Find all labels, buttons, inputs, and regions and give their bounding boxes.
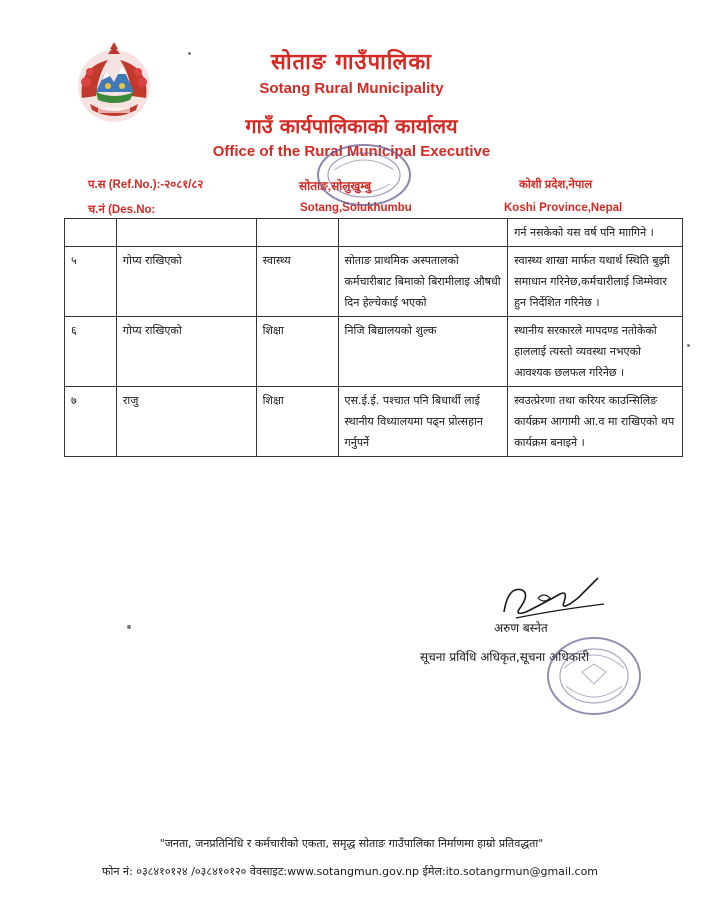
- table-row: [65, 219, 683, 247]
- sector-cell: शिक्षा: [256, 387, 338, 457]
- complainant-name-cell: [116, 219, 256, 247]
- reference-number: प.स (Ref.No.):-२०८१/८२: [88, 179, 204, 191]
- scan-speck: [188, 52, 191, 55]
- sector-cell: स्वास्थ्य: [256, 247, 338, 317]
- office-name-english: Office of the Rural Municipal Executive: [212, 143, 491, 160]
- footer-motto: "जनता, जनप्रतिनिधि र कर्मचारीको एकता, समृद्ध सोताङ गाउँपालिका निर्माणमा हाम्रो प्रतिवद्धता": [159, 837, 544, 850]
- complaint-cell: एस.ई.ई. पश्चात पनि बिधार्थी लाई स्थानीय विध्यालयमा पढ्न प्रोत्सहान गर्नुपर्ने: [338, 387, 508, 457]
- serial-number-cell: [65, 219, 117, 247]
- signatory-name: अरुण बस्नेत: [494, 621, 548, 635]
- serial-number-cell: ७: [65, 387, 117, 457]
- province-english: Koshi Province,Nepal: [504, 202, 623, 214]
- table-row: [65, 387, 683, 457]
- complainant-name-cell: राजु: [116, 387, 256, 457]
- response-cell: गर्न नसकेको यस वर्ष पनि माागिने ।: [508, 219, 683, 247]
- response-cell: स्वास्थ्य शाखा मार्फत यथार्थ स्थिति बुझी समाधान गरिनेछ,कर्मचारीलाई जिम्मेवार हुन निर्देशित गरिनेछ ।: [508, 247, 683, 317]
- municipality-name-nepali: सोताङ गाउँपालिका: [270, 50, 433, 75]
- province-nepali: कोशी प्रदेश,नेपाल: [519, 179, 593, 191]
- table-row: [65, 317, 683, 387]
- location-english: Sotang,Solukhumbu: [300, 202, 412, 214]
- response-cell: स्वउत्प्रेरणा तथा करियर काउन्सिलिङ कार्यक्रम आगामी आ.व मा राखिएको थप कार्यक्रम बनाइने ।: [508, 387, 683, 457]
- office-stamp-icon: [310, 140, 418, 210]
- complaint-cell: [338, 219, 508, 247]
- signatory-title: सूचना प्रविधि अधिकृत,सूचना अधिकारी: [420, 650, 590, 664]
- response-cell: स्थानीय सरकारले मापदण्ड नतोकेको हाललाई त्यस्तो व्यवस्था नभएको आवश्यक छलफल गरिनेछ ।: [508, 317, 683, 387]
- dispatch-number: च.नं (Des.No:: [88, 204, 156, 216]
- serial-number-cell: ५: [65, 247, 117, 317]
- municipality-stamp-icon: [538, 628, 648, 720]
- scan-speck: [687, 344, 690, 347]
- complainant-name-cell: गोप्य राखिएको: [116, 247, 256, 317]
- scan-speck: [127, 625, 131, 629]
- footer-contact-info: फोन नं: ०३८४१०१२४ /०३८४१०१२० वेवसाइट:www.sotangmun.gov.np ईमेल:ito.sotangrmun@gmail.com: [102, 865, 599, 878]
- municipality-name-english: Sotang Rural Municipality: [259, 80, 444, 97]
- complaint-response-table: [64, 218, 683, 457]
- sector-cell: [256, 219, 338, 247]
- table-row: [65, 247, 683, 317]
- complaint-cell: निजि बिद्यालयको शुल्क: [338, 317, 508, 387]
- complainant-name-cell: गोप्य राखिएको: [116, 317, 256, 387]
- location-nepali: सोताङ,सोलुखुम्बु: [299, 179, 372, 193]
- serial-number-cell: ६: [65, 317, 117, 387]
- complaint-cell: सोताङ प्राथमिक अस्पतालको कर्मचारीबाट बिमाको बिरामीलाइ औषधी दिन हेल्चेकाई भएको: [338, 247, 508, 317]
- office-name-nepali: गाउँ कार्यपालिकाको कार्यालय: [245, 114, 458, 138]
- sector-cell: शिक्षा: [256, 317, 338, 387]
